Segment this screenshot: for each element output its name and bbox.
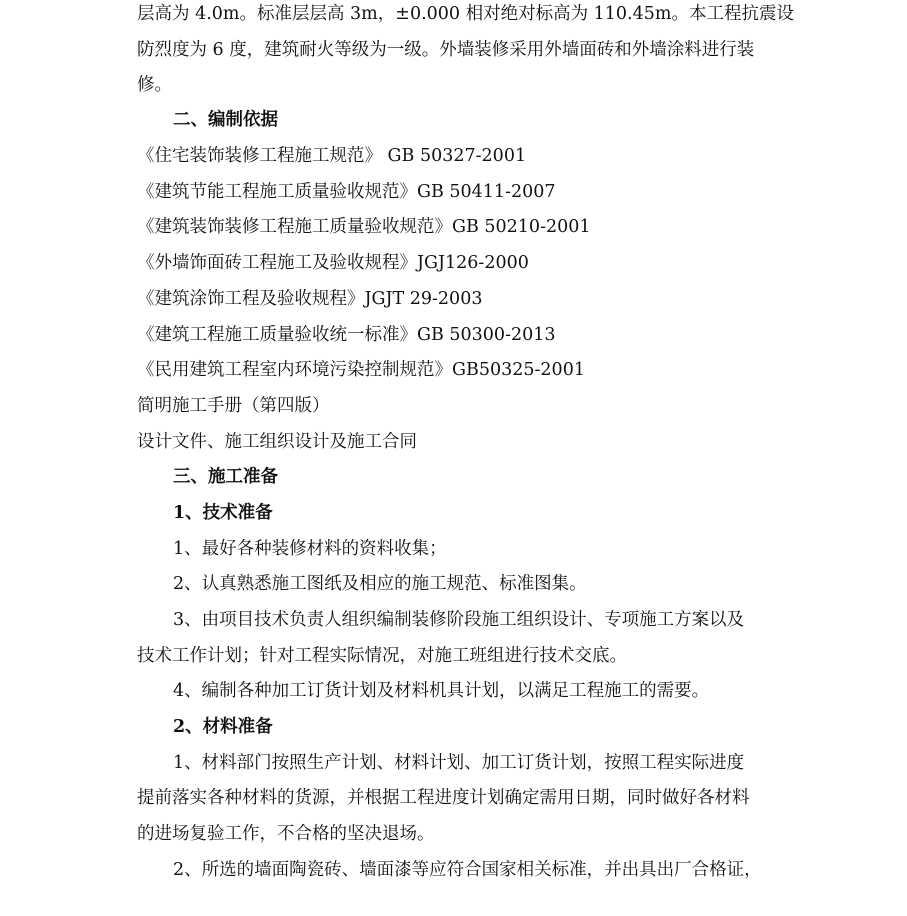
list-item: 3、由项目技术负责人组织编制装修阶段施工组织设计、专项施工方案以及 bbox=[173, 610, 745, 630]
reference-item: 《建筑工程施工质量验收统一标准》GB 50300-2013 bbox=[137, 325, 556, 345]
list-item-continued: 技术工作计划；针对工程实际情况，对施工班组进行技术交底。 bbox=[137, 646, 627, 666]
list-item-continued: 提前落实各种材料的货源，并根据工程进度计划确定需用日期，同时做好各材料 bbox=[137, 788, 750, 808]
list-item-continued: 的进场复验工作，不合格的坚决退场。 bbox=[137, 824, 435, 844]
reference-item: 设计文件、施工组织设计及施工合同 bbox=[137, 432, 417, 452]
reference-item: 《建筑涂饰工程及验收规程》JGJT 29-2003 bbox=[137, 289, 483, 309]
reference-item: 简明施工手册（第四版） bbox=[137, 396, 330, 416]
reference-item: 《民用建筑工程室内环境污染控制规范》GB50325-2001 bbox=[137, 360, 585, 380]
list-item: 1、材料部门按照生产计划、材料计划、加工订货计划，按照工程实际进度 bbox=[173, 753, 745, 773]
reference-item: 《建筑装饰装修工程施工质量验收规范》GB 50210-2001 bbox=[137, 217, 591, 237]
list-item: 2、认真熟悉施工图纸及相应的施工规范、标准图集。 bbox=[173, 574, 587, 594]
reference-item: 《住宅装饰装修工程施工规范》 GB 50327-2001 bbox=[137, 146, 527, 166]
paragraph-line: 层高为 4.0m。标准层层高 3m，±0.000 相对绝对标高为 110.45m。本工程抗震设 bbox=[137, 4, 794, 24]
section-heading: 二、编制依据 bbox=[173, 110, 278, 130]
list-item: 2、所选的墙面陶瓷砖、墙面漆等应符合国家相关标准，并出具出厂合格证， bbox=[173, 860, 762, 880]
list-item: 1、最好各种装修材料的资料收集； bbox=[173, 539, 447, 559]
paragraph-line: 防烈度为 6 度，建筑耐火等级为一级。外墙装修采用外墙面砖和外墙涂料进行装 bbox=[137, 40, 755, 60]
paragraph-line: 修。 bbox=[137, 75, 172, 95]
list-item: 4、编制各种加工订货计划及材料机具计划，以满足工程施工的需要。 bbox=[173, 681, 710, 701]
section-heading: 三、施工准备 bbox=[173, 467, 278, 487]
reference-item: 《建筑节能工程施工质量验收规范》GB 50411-2007 bbox=[137, 182, 556, 202]
reference-item: 《外墙饰面砖工程施工及验收规程》JGJ126-2000 bbox=[137, 253, 529, 273]
subsection-heading: 1、技术准备 bbox=[173, 503, 273, 523]
subsection-heading: 2、材料准备 bbox=[173, 717, 273, 737]
